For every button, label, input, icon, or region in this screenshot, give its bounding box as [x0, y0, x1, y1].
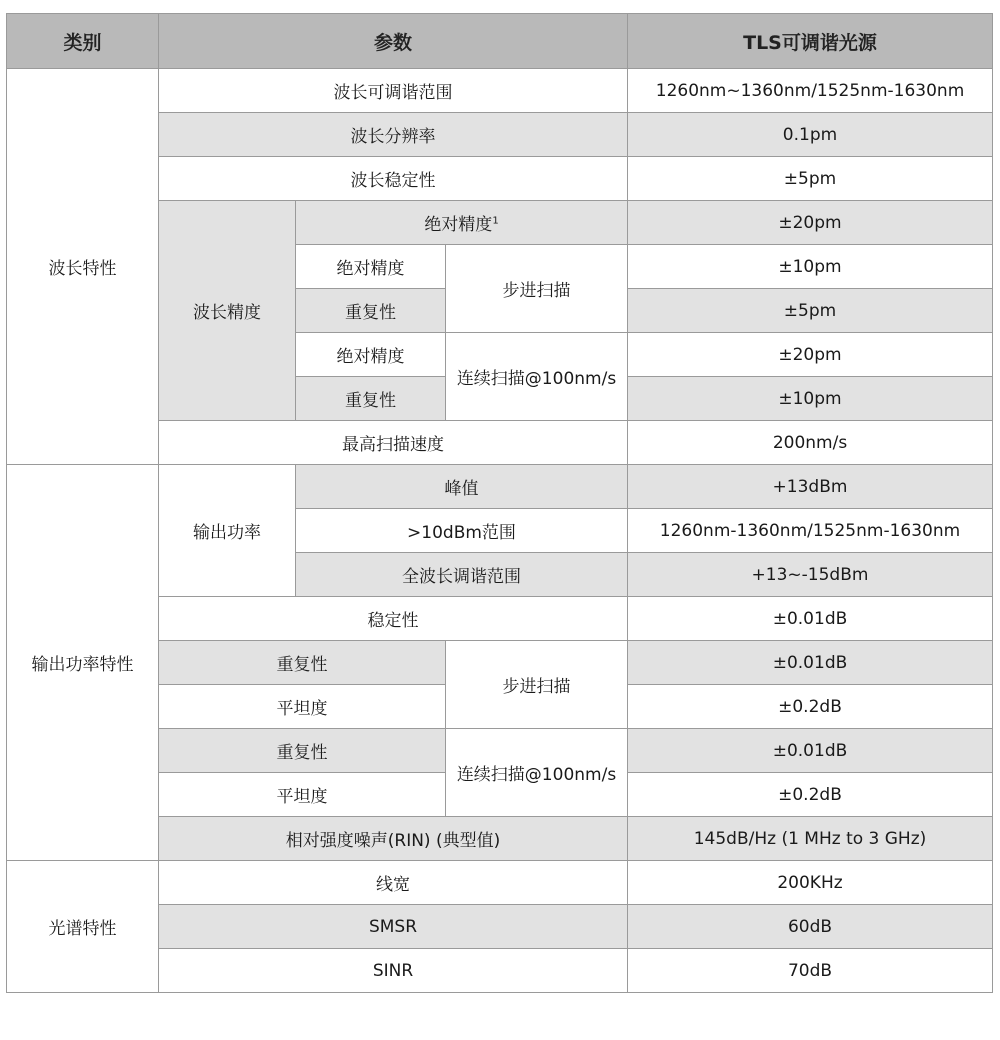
- param-value: 70dB: [628, 949, 993, 993]
- param-label: 平坦度: [159, 685, 446, 729]
- param-label: 重复性: [159, 641, 446, 685]
- param-value: ±0.2dB: [628, 685, 993, 729]
- scan-mode-label: 步进扫描: [446, 641, 628, 729]
- param-value: ±5pm: [628, 157, 993, 201]
- param-label: 波长分辨率: [159, 113, 628, 157]
- header-category: 类别: [7, 14, 159, 69]
- param-label: 相对强度噪声(RIN) (典型值): [159, 817, 628, 861]
- param-label: 最高扫描速度: [159, 421, 628, 465]
- category-wavelength: 波长特性: [7, 69, 159, 465]
- param-value: 1260nm-1360nm/1525nm-1630nm: [628, 509, 993, 553]
- param-value: +13dBm: [628, 465, 993, 509]
- param-label: 稳定性: [159, 597, 628, 641]
- param-value: ±0.2dB: [628, 773, 993, 817]
- table-row: [7, 465, 993, 509]
- param-group-accuracy: 波长精度: [159, 201, 296, 421]
- param-value: ±20pm: [628, 333, 993, 377]
- param-label: 重复性: [159, 729, 446, 773]
- param-label: 波长可调谐范围: [159, 69, 628, 113]
- param-value: ±5pm: [628, 289, 993, 333]
- param-value: ±10pm: [628, 377, 993, 421]
- param-value: ±20pm: [628, 201, 993, 245]
- param-label: SMSR: [159, 905, 628, 949]
- param-value: ±0.01dB: [628, 641, 993, 685]
- param-value: 200KHz: [628, 861, 993, 905]
- param-label: 峰值: [296, 465, 628, 509]
- scan-mode-label: 连续扫描@100nm/s: [446, 729, 628, 817]
- category-spectrum: 光谱特性: [7, 861, 159, 993]
- param-label: 波长稳定性: [159, 157, 628, 201]
- param-label: SINR: [159, 949, 628, 993]
- scan-mode-label: 步进扫描: [446, 245, 628, 333]
- param-value: ±0.01dB: [628, 729, 993, 773]
- param-value: +13~-15dBm: [628, 553, 993, 597]
- param-label: 全波长调谐范围: [296, 553, 628, 597]
- param-label: 绝对精度$^1$: [296, 201, 628, 245]
- header-param: 参数: [159, 14, 628, 69]
- param-value: ±10pm: [628, 245, 993, 289]
- scan-mode-label: 连续扫描@100nm/s: [446, 333, 628, 421]
- param-label: 重复性: [296, 289, 446, 333]
- param-value: 145dB/Hz (1 MHz to 3 GHz): [628, 817, 993, 861]
- param-group-output-power: 输出功率: [159, 465, 296, 597]
- param-label: >10dBm范围: [296, 509, 628, 553]
- category-power: 输出功率特性: [7, 465, 159, 861]
- param-label: 绝对精度: [296, 333, 446, 377]
- param-label: 重复性: [296, 377, 446, 421]
- param-label: 线宽: [159, 861, 628, 905]
- header-row: [7, 14, 993, 69]
- param-label: 绝对精度: [296, 245, 446, 289]
- table-row: [7, 69, 993, 113]
- spec-table: [6, 13, 993, 993]
- param-value: ±0.01dB: [628, 597, 993, 641]
- param-label: 平坦度: [159, 773, 446, 817]
- header-value: TLS可调谐光源: [628, 14, 993, 69]
- param-value: 200nm/s: [628, 421, 993, 465]
- param-value: 60dB: [628, 905, 993, 949]
- param-value: 1260nm~1360nm/1525nm-1630nm: [628, 69, 993, 113]
- table-row: [7, 861, 993, 905]
- footnote-marker: 1: [492, 215, 499, 227]
- param-value: 0.1pm: [628, 113, 993, 157]
